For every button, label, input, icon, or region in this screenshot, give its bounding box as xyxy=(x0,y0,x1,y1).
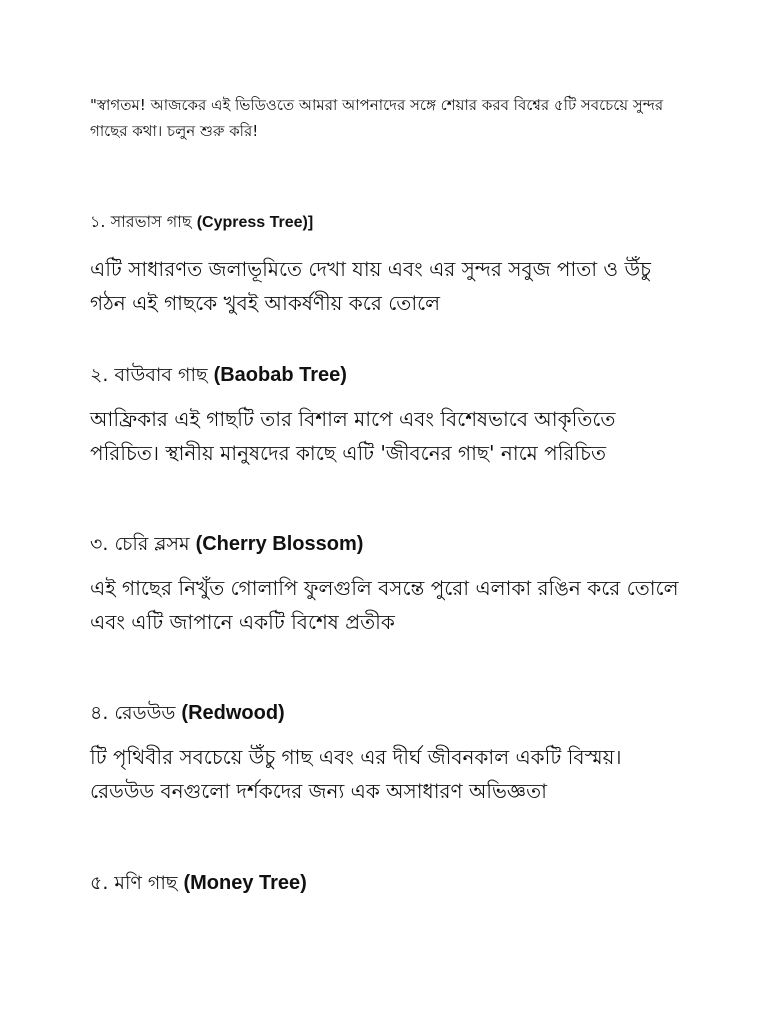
section-5-heading xyxy=(90,870,307,896)
section-english-name: (Cherry Blossom) xyxy=(195,533,364,555)
section-english-name: (Baobab Tree) xyxy=(213,364,347,386)
section-bengali-name: মণি গাছ xyxy=(114,872,178,894)
section-english-name: (Redwood) xyxy=(181,702,285,724)
section-bengali-name: বাউবাব গাছ xyxy=(114,364,208,386)
section-2-heading xyxy=(90,362,347,388)
section-4-description: টি পৃথিবীর সবচেয়ে উঁচু গাছ এবং এর দীর্ঘ জীবনকাল একটি বিস্ময়। রেডউড বনগুলো দর্শকদের জন্য এক অসাধারণ অভিজ্ঞতা xyxy=(90,745,622,803)
section-3-heading xyxy=(90,531,363,557)
section-number: ২. xyxy=(90,364,109,386)
section-number: ৩. xyxy=(90,533,109,555)
intro-paragraph: "স্বাগতম! আজকের এই ভিডিওতে আমরা আপনাদের সঙ্গে শেয়ার করব বিশ্বের ৫টি সবচেয়ে সুন্দর গাছের কথা। চলুন শুরু করি! xyxy=(90,96,664,140)
section-4-heading xyxy=(90,700,285,726)
section-bengali-name: সারভাস গাছ xyxy=(110,212,192,231)
section-1-description: এটি সাধারণত জলাভূমিতে দেখা যায় এবং এর সুন্দর সবুজ পাতা ও উঁচু গঠন এই গাছকে খুবই আকর্ষণীয় করে তোলে xyxy=(90,257,651,315)
section-3-description: এই গাছের নিখুঁত গোলাপি ফুলগুলি বসন্তে পুরো এলাকা রঙিন করে তোলে এবং এটি জাপানে একটি বিশেষ প্রতীক xyxy=(90,576,679,634)
section-number: ৪. xyxy=(90,702,109,724)
section-2-description: আফ্রিকার এই গাছটি তার বিশাল মাপে এবং বিশেষভাবে আকৃতিতে পরিচিত। স্থানীয় মানুষদের কাছে এটি 'জীবনের গাছ' নামে পরিচিত xyxy=(90,407,616,465)
section-english-name: (Money Tree) xyxy=(183,872,307,894)
section-number: ৫. xyxy=(90,872,109,894)
section-1-heading xyxy=(90,211,313,234)
section-english-name: (Cypress Tree)] xyxy=(196,214,314,231)
section-number: ১. xyxy=(90,212,106,231)
section-bengali-name: রেডউড xyxy=(114,702,176,724)
section-bengali-name: চেরি ব্লসম xyxy=(114,533,190,555)
